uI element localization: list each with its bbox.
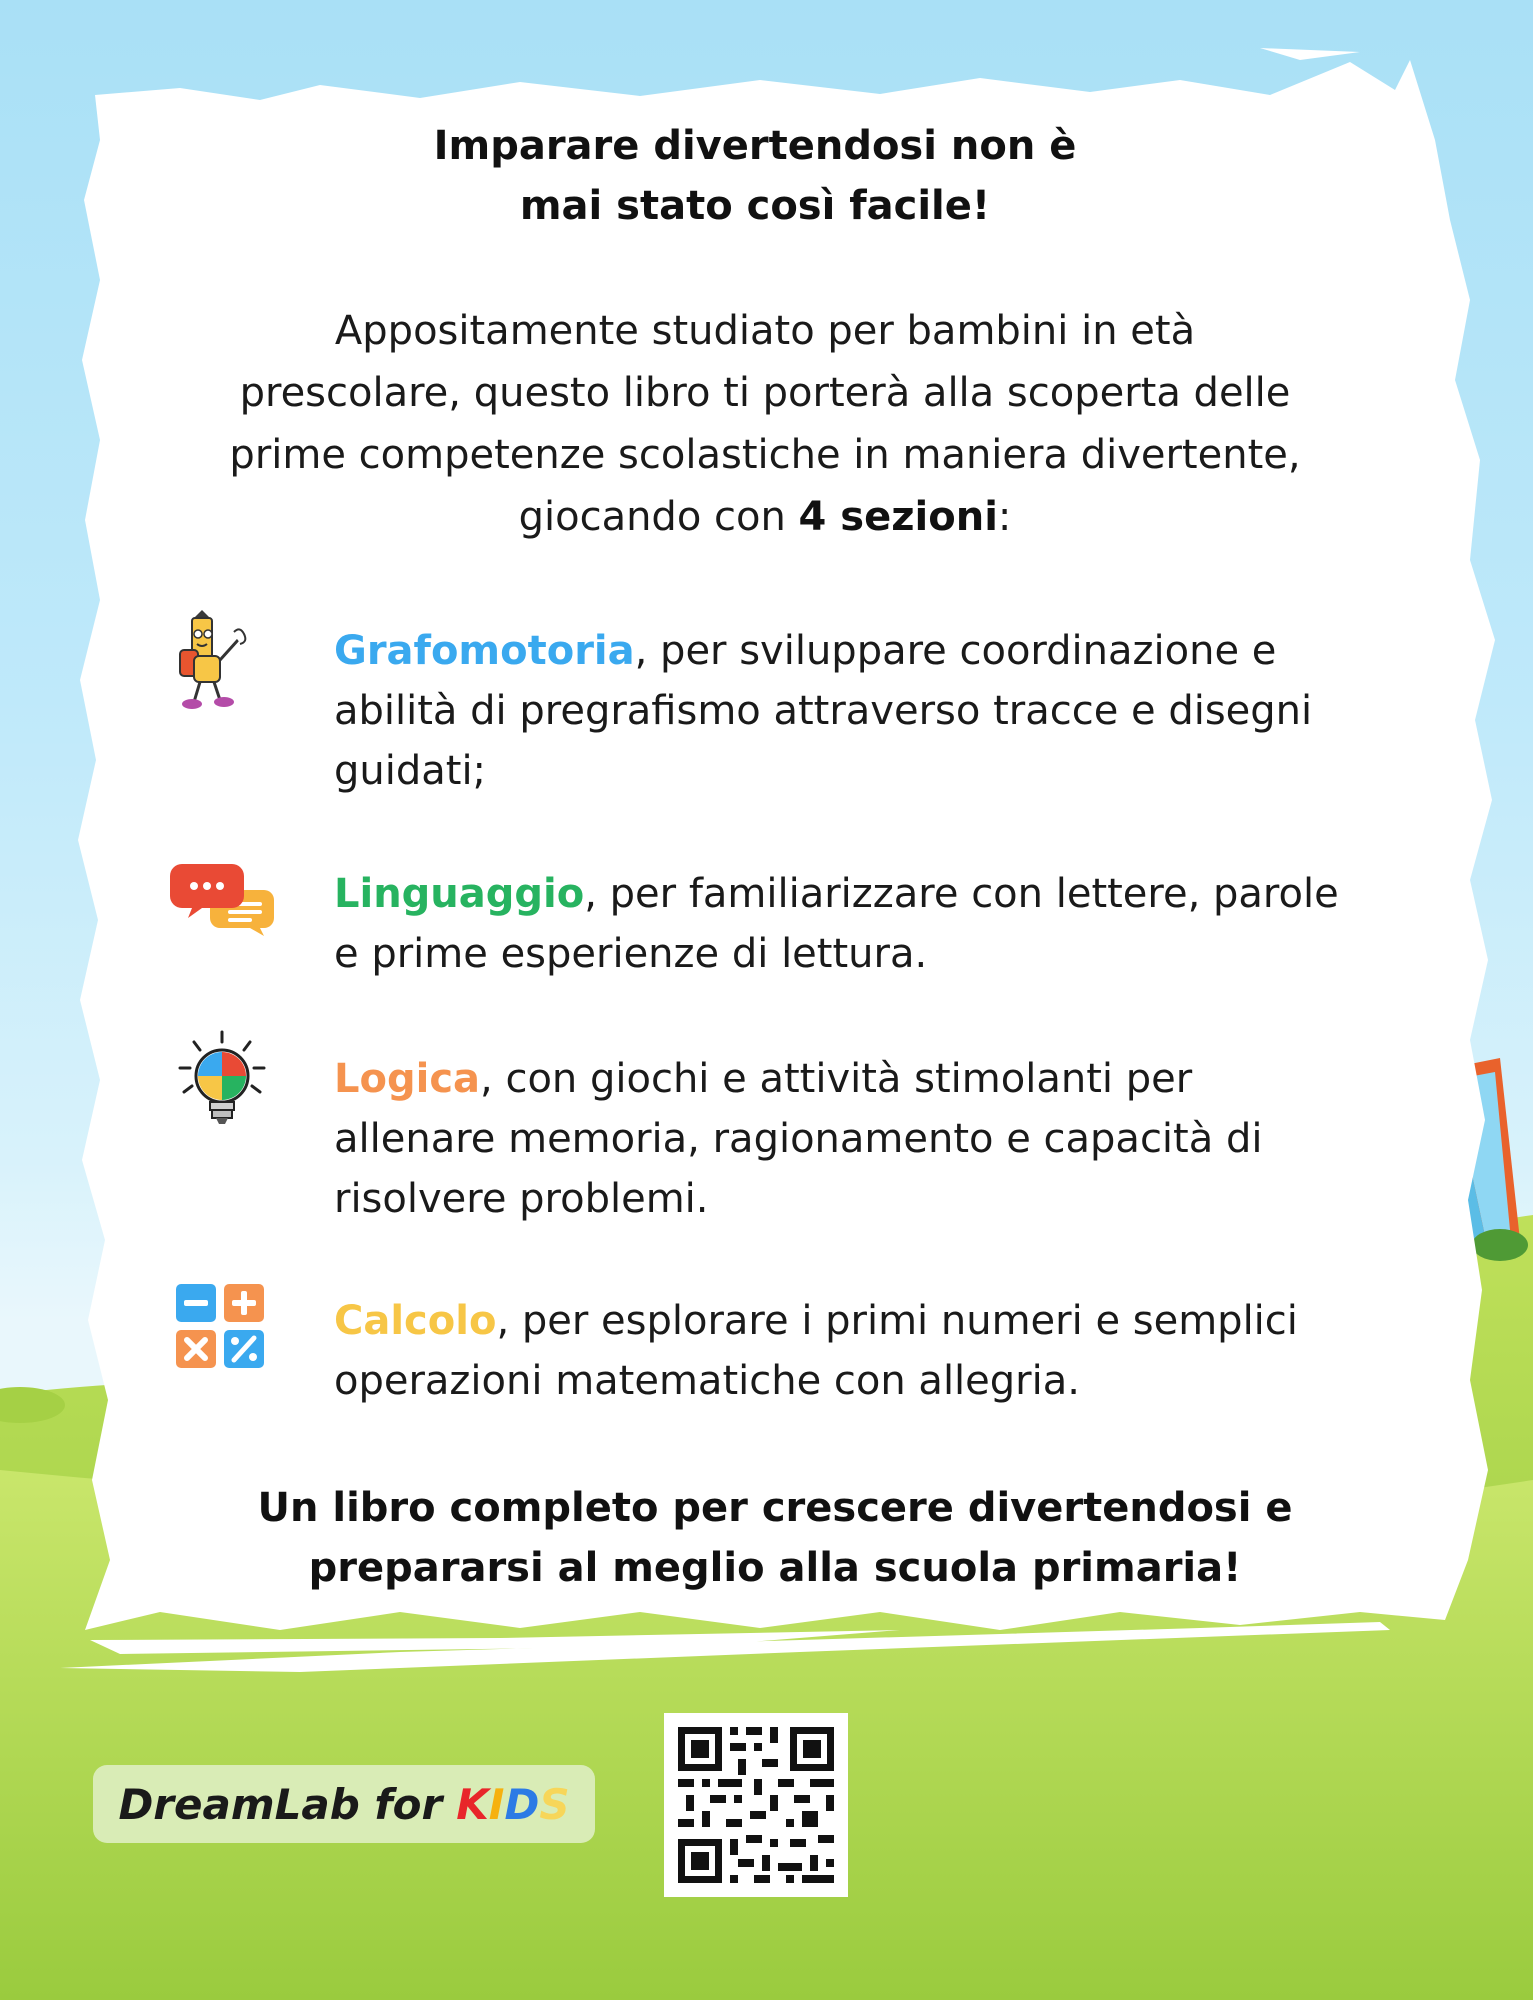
heading-line-1: Imparare divertendosi non è xyxy=(433,123,1077,169)
brand-kids-letter: D xyxy=(504,1779,540,1829)
heading-line-2: mai stato così facile! xyxy=(519,183,991,229)
intro-line-3: prime competenze scolastiche in maniera divertente, xyxy=(229,432,1301,478)
section-keyword: Linguaggio xyxy=(334,871,585,917)
section-text: , per sviluppare coordinazione e xyxy=(634,628,1277,674)
pencil-mascot-icon xyxy=(172,610,258,710)
section-text: , per familiarizzare con lettere, parole xyxy=(584,871,1339,917)
section-calcolo xyxy=(334,1291,1424,1411)
brand-logo xyxy=(93,1765,595,1843)
intro-line-4 xyxy=(130,486,1400,548)
closing-statement xyxy=(160,1478,1390,1598)
brand-prefix: DreamLab for xyxy=(118,1779,443,1829)
brand-kids xyxy=(456,1780,569,1829)
section-keyword: Calcolo xyxy=(334,1298,497,1344)
section-text: , con giochi e attività stimolanti per xyxy=(480,1056,1193,1102)
math-operations-icon xyxy=(176,1284,266,1370)
section-logica xyxy=(334,1049,1424,1229)
intro-suffix: : xyxy=(997,494,1012,540)
section-text: risolvere problemi. xyxy=(334,1176,709,1222)
intro-line-1: Appositamente studiato per bambini in età xyxy=(334,308,1196,354)
brand-kids-letter: K xyxy=(456,1779,489,1829)
section-linguaggio xyxy=(334,864,1424,984)
section-text: , per esplorare i primi numeri e semplici xyxy=(496,1298,1298,1344)
section-text: guidati; xyxy=(334,748,487,794)
section-grafomotoria xyxy=(334,621,1424,801)
section-text: e prime esperienze di lettura. xyxy=(334,931,928,977)
brand-kids-letter: S xyxy=(539,1779,570,1829)
section-text: abilità di pregrafismo attraverso tracce e disegni xyxy=(334,688,1313,734)
puzzle-lightbulb-icon xyxy=(176,1030,268,1126)
closing-line-1: Un libro completo per crescere divertendosi e xyxy=(257,1485,1293,1531)
qr-code-icon[interactable] xyxy=(664,1713,848,1897)
intro-paragraph xyxy=(130,300,1400,548)
intro-line-2: prescolare, questo libro ti porterà alla scoperta delle xyxy=(239,370,1291,416)
section-keyword: Logica xyxy=(334,1056,481,1102)
section-keyword: Grafomotoria xyxy=(334,628,635,674)
sections-count: 4 sezioni xyxy=(798,494,998,540)
brand-kids-letter: I xyxy=(488,1779,505,1829)
section-text: operazioni matematiche con allegria. xyxy=(334,1358,1080,1404)
intro-prefix: giocando con xyxy=(518,494,799,540)
speech-bubbles-icon xyxy=(170,864,276,936)
section-text: allenare memoria, ragionamento e capacità di xyxy=(334,1116,1263,1162)
closing-line-2: prepararsi al meglio alla scuola primaria! xyxy=(308,1545,1242,1591)
